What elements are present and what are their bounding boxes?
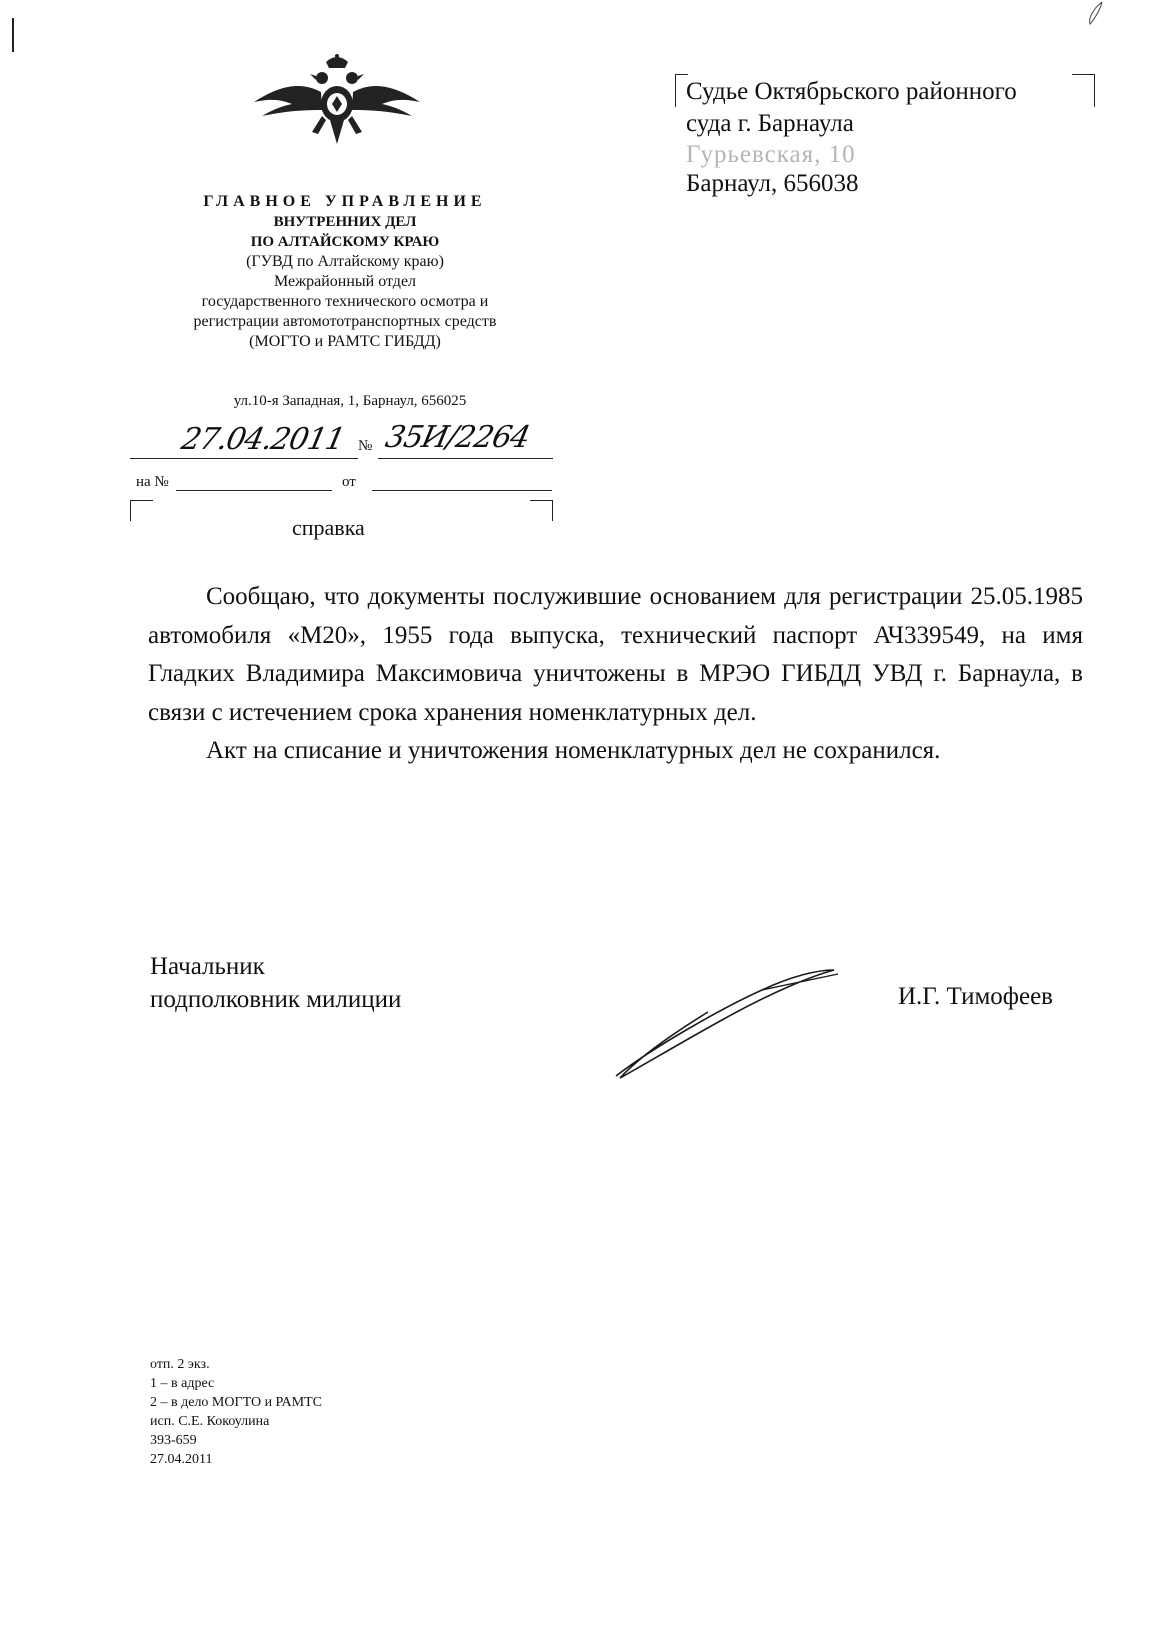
scan-edge-line bbox=[12, 18, 14, 52]
footer-executor: исп. С.Е. Кокоулина bbox=[150, 1414, 270, 1429]
reference-date-blank bbox=[372, 490, 552, 491]
signer-title bbox=[150, 950, 401, 1016]
addressee-block bbox=[686, 76, 1017, 140]
subject-bracket-left bbox=[130, 500, 153, 521]
organization-header bbox=[130, 192, 560, 352]
registration-date-handwritten: 27.04.2011 bbox=[178, 422, 348, 457]
registration-number-handwritten: 35И/2264 bbox=[382, 420, 533, 455]
department-abbreviation: (МОГТО и РАМТС ГИБДД) bbox=[249, 333, 441, 350]
org-title-line2: ВНУТРЕННИХ ДЕЛ bbox=[273, 214, 417, 230]
footer-line3: 2 – в дело МОГТО и РАМТС bbox=[150, 1395, 322, 1410]
addressee-city: Барнаул, 656038 bbox=[686, 170, 859, 197]
sender-address: ул.10-я Западная, 1, Барнаул, 656025 bbox=[233, 393, 467, 409]
footer-phone: 393-659 bbox=[150, 1433, 197, 1448]
footer-line2: 1 – в адрес bbox=[150, 1376, 215, 1391]
document-type: справка bbox=[292, 515, 365, 540]
body-paragraph-2: Акт на списание и уничтожения номенклатурных дел не сохранился. bbox=[206, 737, 941, 764]
registration-number-label: № bbox=[358, 438, 373, 454]
reference-number-blank bbox=[176, 490, 332, 491]
reference-date-label: от bbox=[342, 474, 356, 490]
reference-number-label: на № bbox=[136, 474, 169, 490]
signer-name: И.Г. Тимофеев bbox=[898, 983, 1053, 1010]
department-line2: государственного технического осмотра и bbox=[201, 293, 489, 310]
footer-notes bbox=[150, 1355, 322, 1469]
department-line1: Межрайонный отдел bbox=[273, 273, 417, 290]
addressee-line2: суда г. Барнаула bbox=[686, 110, 854, 137]
body-paragraph-1: Сообщаю, что документы послужившие основанием для регистрации 25.05.1985 автомобиля «М20», 1955 года выпуска, технический паспорт АЧ339549, на имя Гладких Владимира Максимовича уничтожены в МРЭО ГИБДД УВД г. Барнаула, в связи с истечением срока хранения номенклатурных дел. bbox=[148, 583, 1083, 726]
signer-title-line1: Начальник bbox=[150, 953, 265, 980]
org-abbreviation: (ГУВД по Алтайскому краю) bbox=[246, 253, 444, 270]
subject-bracket-right bbox=[530, 500, 553, 521]
org-title-line3: ПО АЛТАЙСКОМУ КРАЮ bbox=[250, 234, 440, 250]
addressee-street-obscured: Гурьевская, 10 bbox=[686, 141, 856, 168]
footer-date: 27.04.2011 bbox=[150, 1452, 213, 1467]
footer-line1: отп. 2 экз. bbox=[150, 1357, 210, 1372]
department-line3: регистрации автомототранспортных средств bbox=[193, 313, 497, 330]
handwritten-signature bbox=[612, 968, 842, 1080]
addressee-line1: Судье Октябрьского районного bbox=[686, 78, 1017, 105]
date-underline bbox=[130, 458, 358, 459]
letter-body bbox=[148, 578, 1083, 771]
org-title-line1: ГЛАВНОЕ УПРАВЛЕНИЕ bbox=[203, 193, 487, 210]
addressee-bracket-right bbox=[1072, 74, 1095, 107]
signer-title-line2: подполковник милиции bbox=[150, 986, 402, 1013]
corner-pen-mark bbox=[1080, 0, 1110, 28]
number-underline bbox=[378, 458, 553, 459]
double-headed-eagle-emblem-icon bbox=[252, 52, 422, 150]
